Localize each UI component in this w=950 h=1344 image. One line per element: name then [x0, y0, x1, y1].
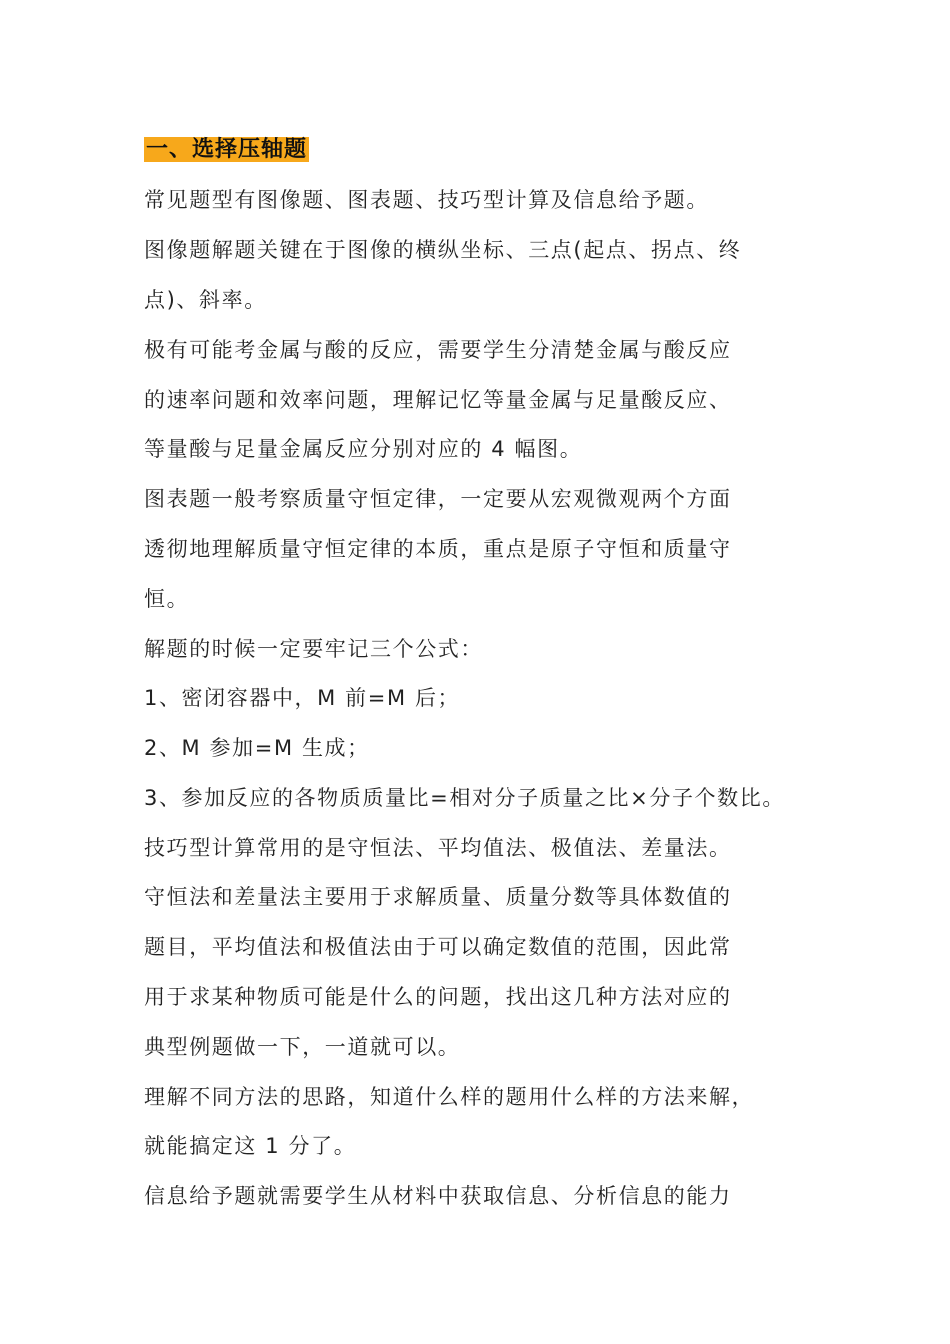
paragraph-line: 守恒法和差量法主要用于求解质量、质量分数等具体数值的 [144, 885, 732, 909]
paragraph-line: 解题的时候一定要牢记三个公式： [144, 637, 483, 661]
paragraph-line: 典型例题做一下，一道就可以。 [144, 1035, 461, 1059]
paragraph-line: 的速率问题和效率问题，理解记忆等量金属与足量酸反应、 [144, 388, 732, 412]
paragraph-line: 图表题一般考察质量守恒定律，一定要从宏观微观两个方面 [144, 487, 732, 511]
paragraph-line: 技巧型计算常用的是守恒法、平均值法、极值法、差量法。 [144, 836, 732, 860]
paragraph-line: 极有可能考金属与酸的反应，需要学生分清楚金属与酸反应 [144, 338, 732, 362]
section-title-highlight: 一、选择压轴题 [146, 137, 308, 162]
section-title [144, 132, 309, 168]
paragraph-line: 常见题型有图像题、图表题、技巧型计算及信息给予题。 [144, 188, 709, 212]
paragraph-line: 信息给予题就需要学生从材料中获取信息、分析信息的能力 [144, 1184, 732, 1208]
paragraph-line: 恒。 [144, 587, 190, 611]
paragraph-line: 题目，平均值法和极值法由于可以确定数值的范围，因此常 [144, 935, 732, 959]
paragraph-line: 用于求某种物质可能是什么的问题，找出这几种方法对应的 [144, 985, 732, 1009]
paragraph-line: 点)、斜率。 [144, 288, 267, 312]
paragraph-line: 等量酸与足量金属反应分别对应的 4 幅图。 [144, 437, 583, 461]
paragraph-line: 2、M 参加=M 生成； [144, 736, 370, 760]
paragraph-line: 理解不同方法的思路，知道什么样的题用什么样的方法来解， [144, 1085, 755, 1109]
paragraph-line: 3、参加反应的各物质质量比=相对分子质量之比×分子个数比。 [144, 786, 785, 810]
paragraph-line: 透彻地理解质量守恒定律的本质，重点是原子守恒和质量守 [144, 537, 732, 561]
paragraph-line: 1、密闭容器中，M 前=M 后； [144, 686, 461, 710]
paragraph-line: 图像题解题关键在于图像的横纵坐标、三点(起点、拐点、终 [144, 238, 742, 262]
paragraph-line: 就能搞定这 1 分了。 [144, 1134, 357, 1158]
